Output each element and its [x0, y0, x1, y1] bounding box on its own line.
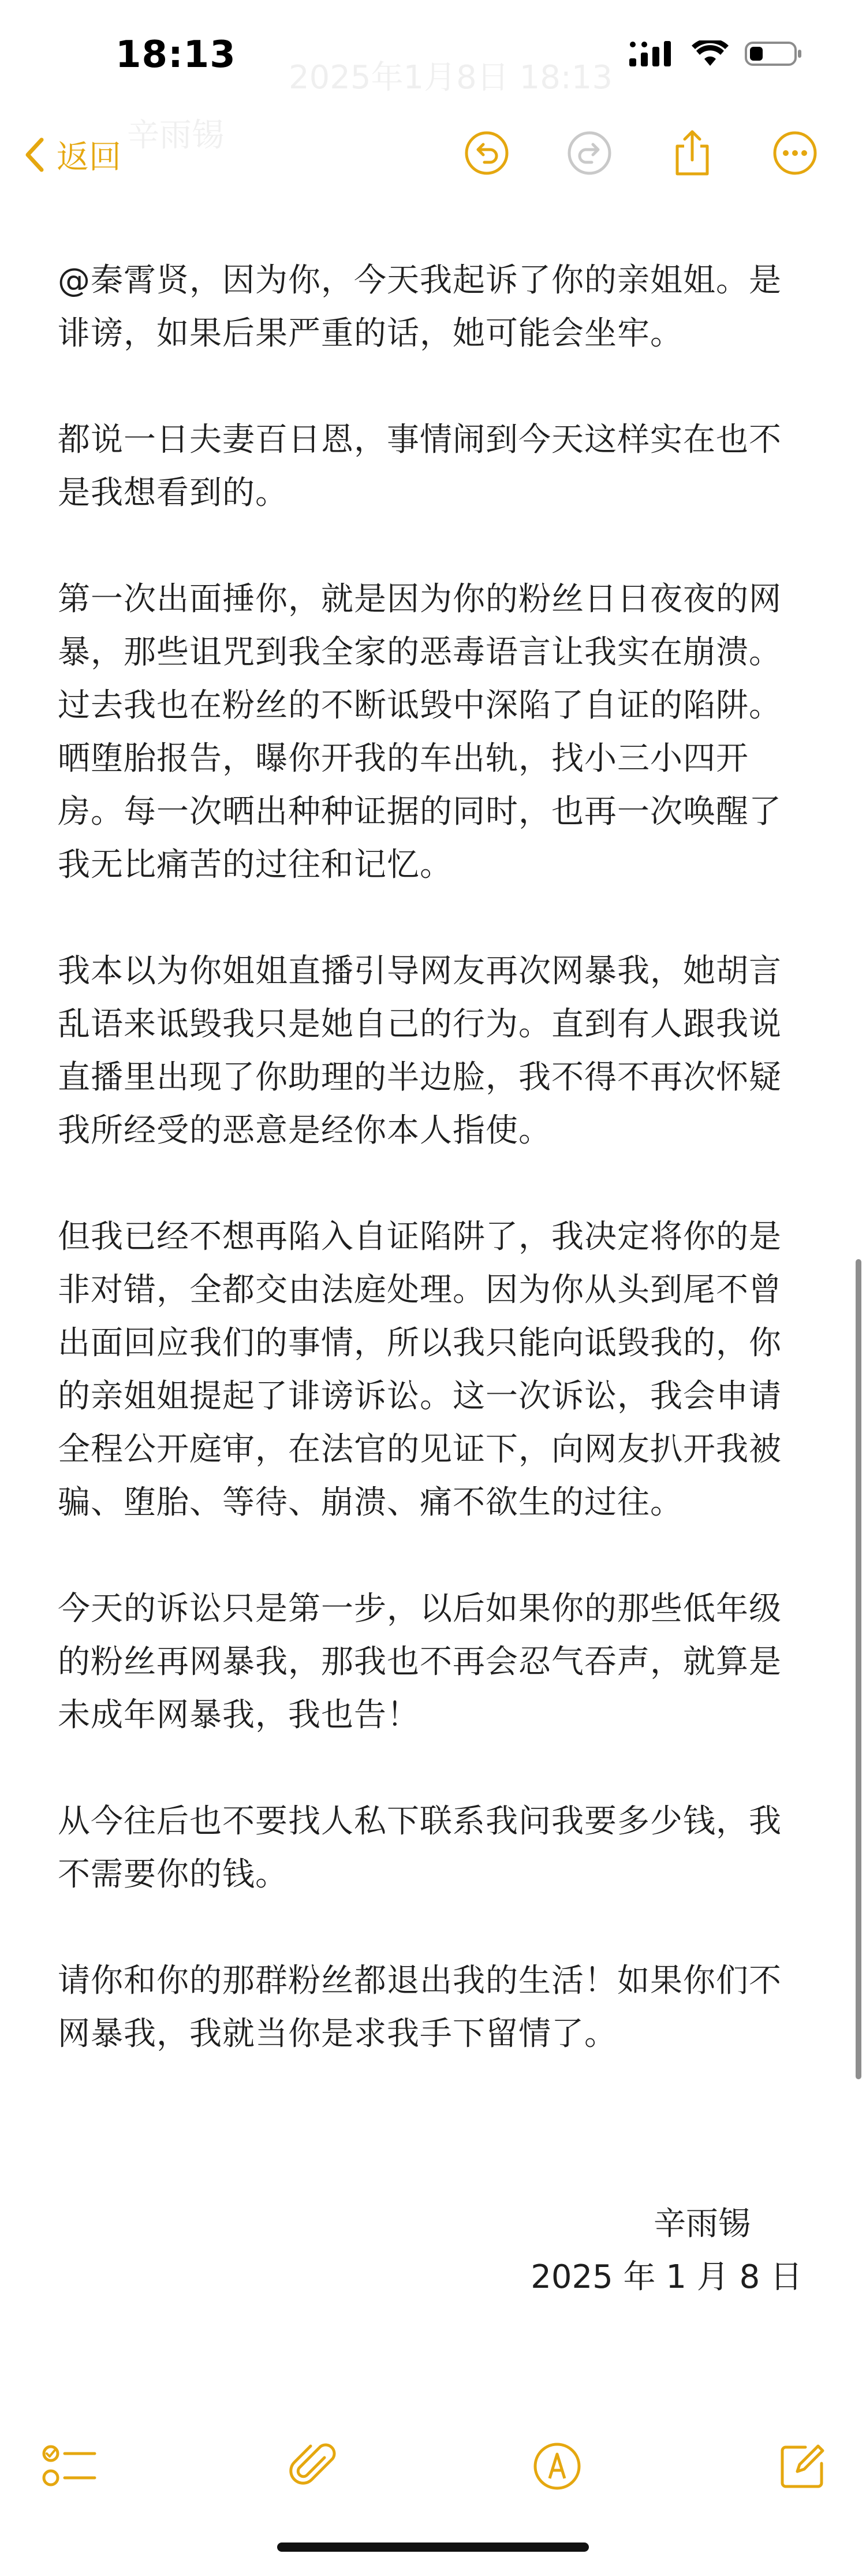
- attachment-icon: [289, 2440, 341, 2492]
- chevron-left-icon: [23, 136, 46, 173]
- bottom-toolbar: [0, 2437, 866, 2518]
- share-button[interactable]: [667, 128, 717, 178]
- note-paragraph-4: 我本以为你姐姐直播引导网友再次网暴我，她胡言 乱语来诋毁我只是她自己的行为。直到有人跟我说 直播里出现了你助理的半边脸，我不得不再次怀疑 我所经受的恶意是经你本人指使。: [58, 952, 782, 1149]
- share-icon: [669, 129, 715, 177]
- checklist-button[interactable]: [40, 2437, 98, 2495]
- note-paragraph-2: 都说一日夫妻百日恩，事情闹到今天这样实在也不 是我想看到的。: [58, 421, 782, 512]
- status-bar: [0, 0, 866, 116]
- markup-icon: [531, 2440, 583, 2492]
- more-button[interactable]: [770, 128, 820, 178]
- wifi-icon: [692, 40, 729, 67]
- undo-icon: [464, 130, 510, 176]
- back-label: 返回: [57, 139, 121, 176]
- status-icons: [629, 40, 802, 67]
- ghost-date-text: 2025年1月8日 18:13: [289, 59, 613, 96]
- redo-icon: [566, 130, 613, 176]
- home-indicator[interactable]: [277, 2543, 589, 2552]
- nav-actions: [462, 128, 820, 178]
- signature-name: 辛雨锡: [654, 2205, 751, 2243]
- navigation-bar: [0, 116, 866, 191]
- note-paragraph-3: 第一次出面捶你，就是因为你的粉丝日日夜夜的网 暴，那些诅咒到我全家的恶毒语言让我实在崩溃。 过去我也在粉丝的不断诋毁中深陷了自证的陷阱。 晒堕胎报告，曝你开我的车出轨，找小三小四开 房。每一次晒出种种证据的同时，也再一次唤醒了 我无比痛苦的过往和记忆。: [58, 580, 782, 884]
- checklist-icon: [42, 2443, 97, 2489]
- cellular-signal-icon: [629, 41, 675, 66]
- note-paragraph-1: @秦霄贤，因为你，今天我起诉了你的亲姐姐。是 诽谤，如果后果严重的话，她可能会坐牢。: [58, 262, 782, 352]
- back-button[interactable]: [23, 132, 121, 178]
- more-icon: [772, 130, 818, 176]
- note-paragraph-7: 从今往后也不要找人私下联系我问我要多少钱，我 不需要你的钱。: [58, 1803, 782, 1893]
- markup-button[interactable]: [528, 2437, 586, 2495]
- note-body[interactable]: [58, 254, 814, 2114]
- scrollbar[interactable]: [856, 1259, 861, 2079]
- note-paragraph-5: 但我已经不想再陷入自证陷阱了，我决定将你的是 非对错，全都交由法庭处理。因为你从头到尾不曾 出面回应我们的事情，所以我只能向诋毁我的，你 的亲姐姐提起了诽谤诉讼。这一次诉讼，我会申请 全程公开庭审，在法官的见证下，向网友扒开我被 骗、堕胎、等待、崩溃、痛不欲生的过往。: [58, 1218, 782, 1521]
- signature-date: 2025 年 1 月 8 日: [531, 2258, 802, 2296]
- ghost-title-text: 辛雨锡: [127, 117, 224, 154]
- attachment-button[interactable]: [286, 2437, 344, 2495]
- status-time: 18:13: [115, 33, 236, 76]
- compose-icon: [777, 2440, 828, 2492]
- note-paragraph-8: 请你和你的那群粉丝都退出我的生活！如果你们不 网暴我，我就当你是求我手下留情了。: [58, 1962, 782, 2053]
- signature-block: [531, 2198, 802, 2304]
- note-paragraph-6: 今天的诉讼只是第一步，以后如果你的那些低年级 的粉丝再网暴我，那我也不再会忍气吞声，就算是 未成年网暴我，我也告！: [58, 1590, 782, 1734]
- battery-icon: [745, 40, 802, 67]
- undo-button[interactable]: [462, 128, 512, 178]
- compose-button[interactable]: [774, 2437, 831, 2495]
- redo-button[interactable]: [565, 128, 614, 178]
